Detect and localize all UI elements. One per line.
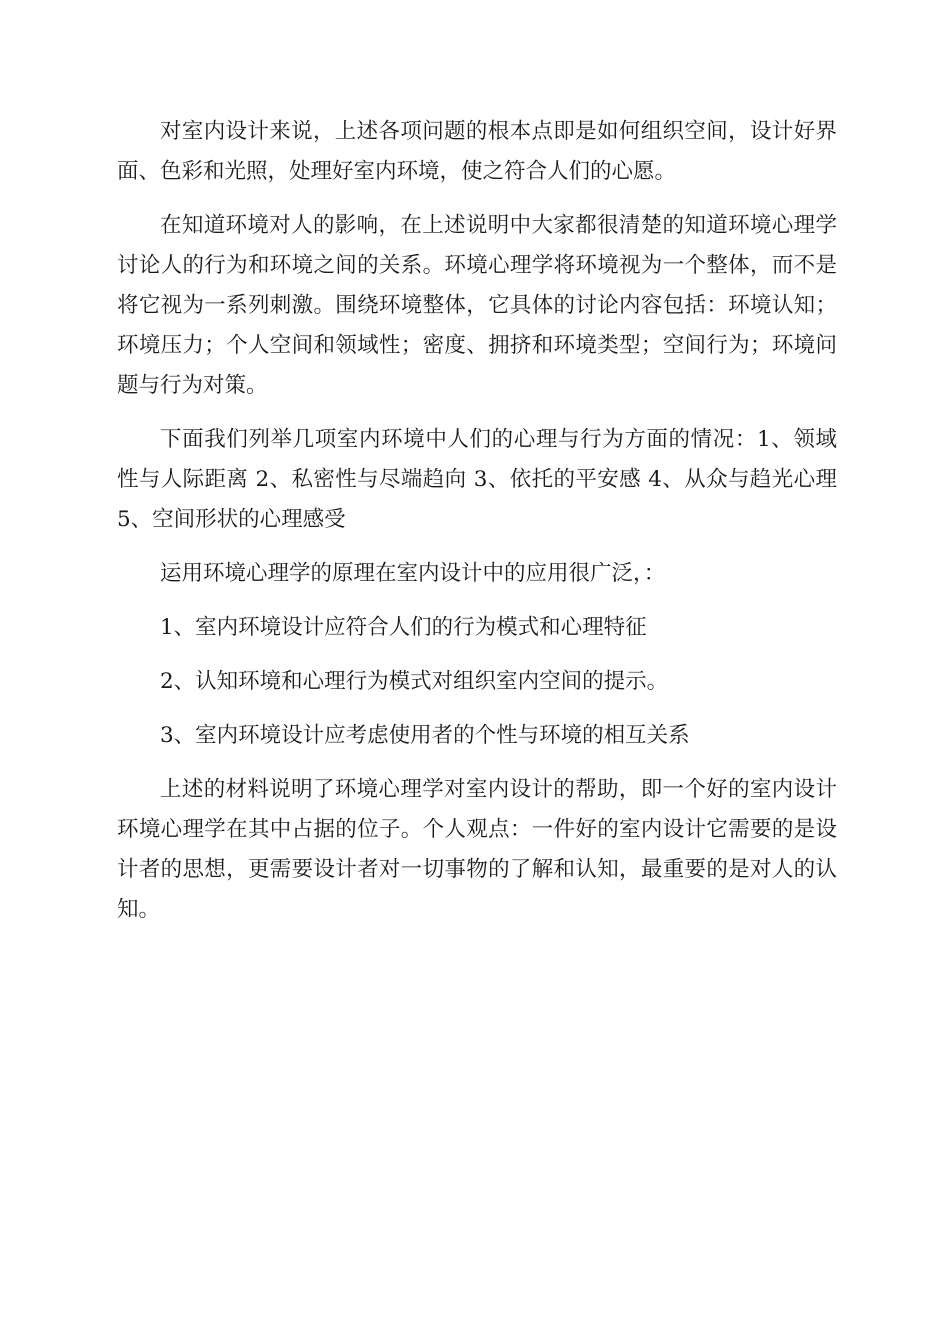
paragraph-intro: 对室内设计来说，上述各项问题的根本点即是如何组织空间，设计好界面、色彩和光照，处理好室内环境，使之符合人们的心愿。 [117,119,837,184]
list-item-2: 2、认知环境和心理行为模式对组织室内空间的提示。 [160,669,669,694]
paragraph-behavior-list: 下面我们列举几项室内环境中人们的心理与行为方面的情况：1、领域性与人际距离 2、私密性与尽端趋向 3、依托的平安感 4、从众与趋光心理 5、空间形状的心理感受 [117,427,837,532]
list-item-3: 3、室内环境设计应考虑使用者的个性与环境的相互关系 [160,723,690,748]
paragraph-environment-psychology: 在知道环境对人的影响，在上述说明中大家都很清楚的知道环境心理学讨论人的行为和环境之间的关系。环境心理学将环境视为一个整体，而不是将它视为一系列刺激。围绕环境整体，它具体的讨论内容包括：环境认知；环境压力；个人空间和领域性；密度、拥挤和环境类型；空间行为；环境问题与行为对策。 [117,213,837,398]
document-page [117,112,837,944]
paragraph-application: 运用环境心理学的原理在室内设计中的应用很广泛，： [160,561,666,586]
paragraph-conclusion: 上述的材料说明了环境心理学对室内设计的帮助，即一个好的室内设计环境心理学在其中占据的位子。个人观点：一件好的室内设计它需要的是设计者的思想，更需要设计者对一切事物的了解和认知，最重要的是对人的认知。 [117,777,837,922]
list-item-1: 1、室内环境设计应符合人们的行为模式和心理特征 [160,615,647,640]
